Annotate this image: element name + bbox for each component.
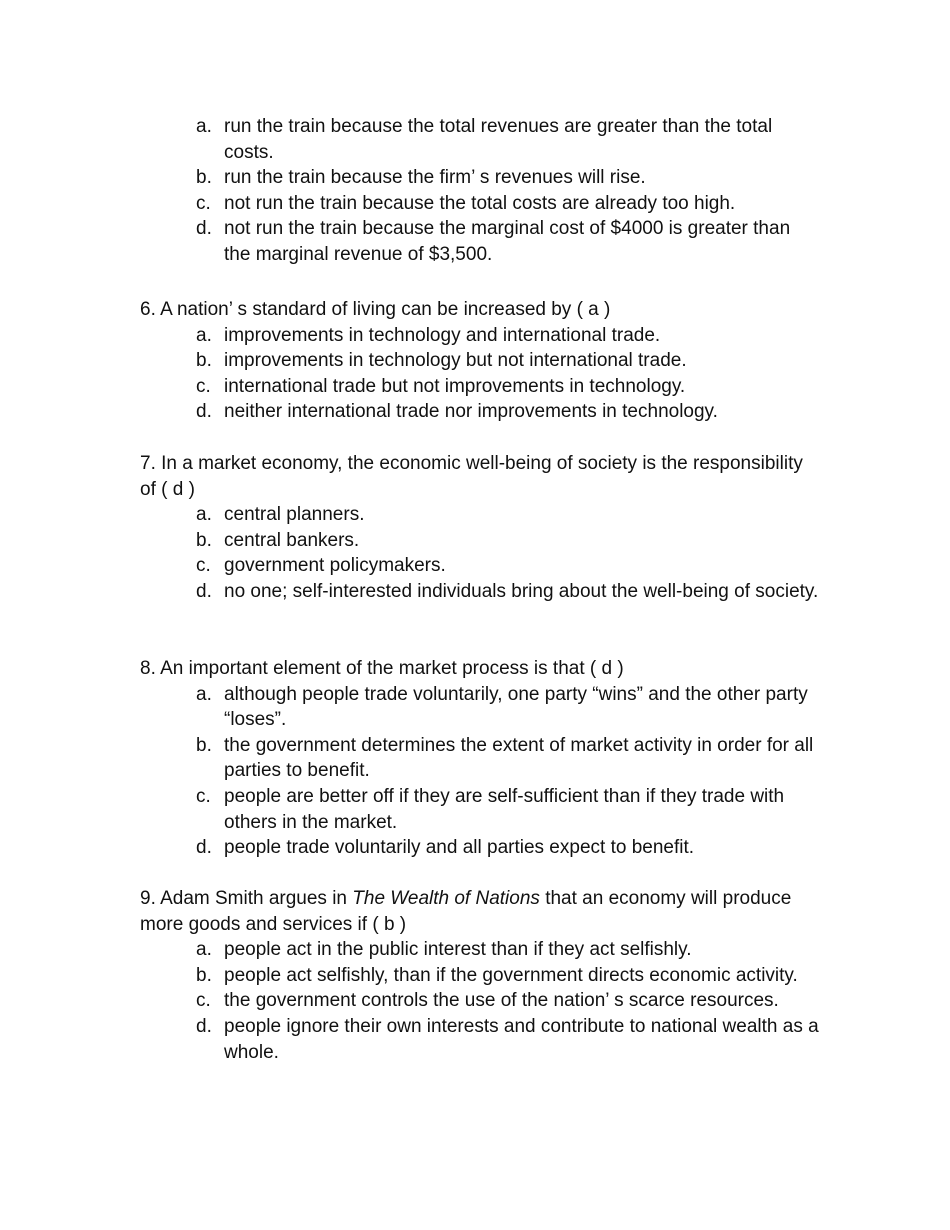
option-text: neither international trade nor improvements in technology. — [224, 401, 718, 423]
option-c — [140, 374, 820, 400]
option-text: the government determines the extent of market activity in order for all parties to benefit. — [224, 734, 814, 782]
option-letter: d. — [196, 1015, 212, 1037]
option-text: people trade voluntarily and all parties expect to benefit. — [224, 837, 695, 859]
option-text: government policymakers. — [224, 555, 446, 577]
option-text: central bankers. — [224, 529, 360, 551]
question-stem: 6. A nation’ s standard of living can be increased by ( a ) — [140, 299, 611, 320]
question-stem: 7. In a market economy, the economic well-being of society is the responsibility of ( d ) — [140, 453, 803, 500]
option-letter: d. — [196, 401, 212, 423]
option-d — [140, 1014, 820, 1065]
option-b — [140, 348, 820, 374]
option-b — [140, 165, 820, 191]
question-6-options — [140, 323, 820, 425]
option-text: improvements in technology but not international trade. — [224, 350, 687, 372]
question-7-options — [140, 502, 820, 604]
option-letter: b. — [196, 734, 212, 756]
question-5-options — [140, 114, 820, 268]
option-b — [140, 528, 820, 554]
option-letter: a. — [196, 683, 212, 705]
option-b — [140, 963, 820, 989]
option-text: people ignore their own interests and contribute to national wealth as a whole. — [224, 1015, 819, 1063]
question-stem: 8. An important element of the market process is that ( d ) — [140, 658, 624, 679]
question-9-options — [140, 937, 820, 1065]
option-d — [140, 216, 820, 267]
option-letter: c. — [196, 555, 211, 577]
option-a — [140, 114, 820, 165]
option-text: improvements in technology and international trade. — [224, 324, 661, 346]
option-letter: d. — [196, 837, 212, 859]
option-letter: c. — [196, 192, 211, 214]
option-c — [140, 553, 820, 579]
option-letter: c. — [196, 990, 211, 1012]
option-text: although people trade voluntarily, one party “wins” and the other party “loses”. — [224, 683, 808, 731]
option-d — [140, 835, 820, 861]
question-8-options — [140, 682, 820, 861]
option-letter: b. — [196, 167, 212, 189]
option-c — [140, 988, 820, 1014]
option-letter: b. — [196, 964, 212, 986]
option-letter: a. — [196, 324, 212, 346]
option-letter: a. — [196, 939, 212, 961]
option-c — [140, 784, 820, 835]
option-text: central planners. — [224, 504, 365, 526]
option-letter: b. — [196, 529, 212, 551]
option-letter: d. — [196, 580, 212, 602]
option-d — [140, 579, 820, 605]
question-6 — [140, 297, 820, 425]
option-letter: c. — [196, 785, 211, 807]
option-a — [140, 323, 820, 349]
question-stem — [140, 886, 820, 937]
option-letter: b. — [196, 350, 212, 372]
question-7 — [140, 451, 820, 605]
question-9 — [140, 886, 820, 1065]
option-text: people act in the public interest than if they act selfishly. — [224, 939, 692, 961]
option-d — [140, 399, 820, 425]
option-text: people act selfishly, than if the government directs economic activity. — [224, 964, 798, 986]
option-text: not run the train because the marginal cost of $4000 is greater than the marginal revenue of $3,500. — [224, 218, 791, 265]
option-b — [140, 733, 820, 784]
option-text: the government controls the use of the nation’ s scarce resources. — [224, 990, 779, 1012]
option-letter: d. — [196, 218, 212, 240]
option-text: not run the train because the total costs are already too high. — [224, 192, 736, 214]
option-a — [140, 937, 820, 963]
option-letter: c. — [196, 375, 211, 397]
question-8 — [140, 656, 820, 861]
option-a — [140, 502, 820, 528]
question-5 — [140, 114, 820, 268]
option-c — [140, 191, 820, 217]
book-title: The Wealth of Nations — [352, 888, 540, 909]
stem-before-title: 9. Adam Smith argues in — [140, 888, 353, 909]
option-a — [140, 682, 820, 733]
option-letter: a. — [196, 116, 212, 137]
stem-after-title: that an economy will produce more goods and services if ( b ) — [140, 888, 792, 935]
option-letter: a. — [196, 504, 212, 526]
option-text: no one; self-interested individuals bring about the well-being of society. — [224, 580, 819, 602]
option-text: run the train because the firm’ s revenues will rise. — [224, 167, 646, 189]
option-text: people are better off if they are self-sufficient than if they trade with others in the market. — [224, 785, 785, 833]
option-text: international trade but not improvements in technology. — [224, 375, 686, 397]
option-text: run the train because the total revenues are greater than the total costs. — [224, 116, 773, 163]
